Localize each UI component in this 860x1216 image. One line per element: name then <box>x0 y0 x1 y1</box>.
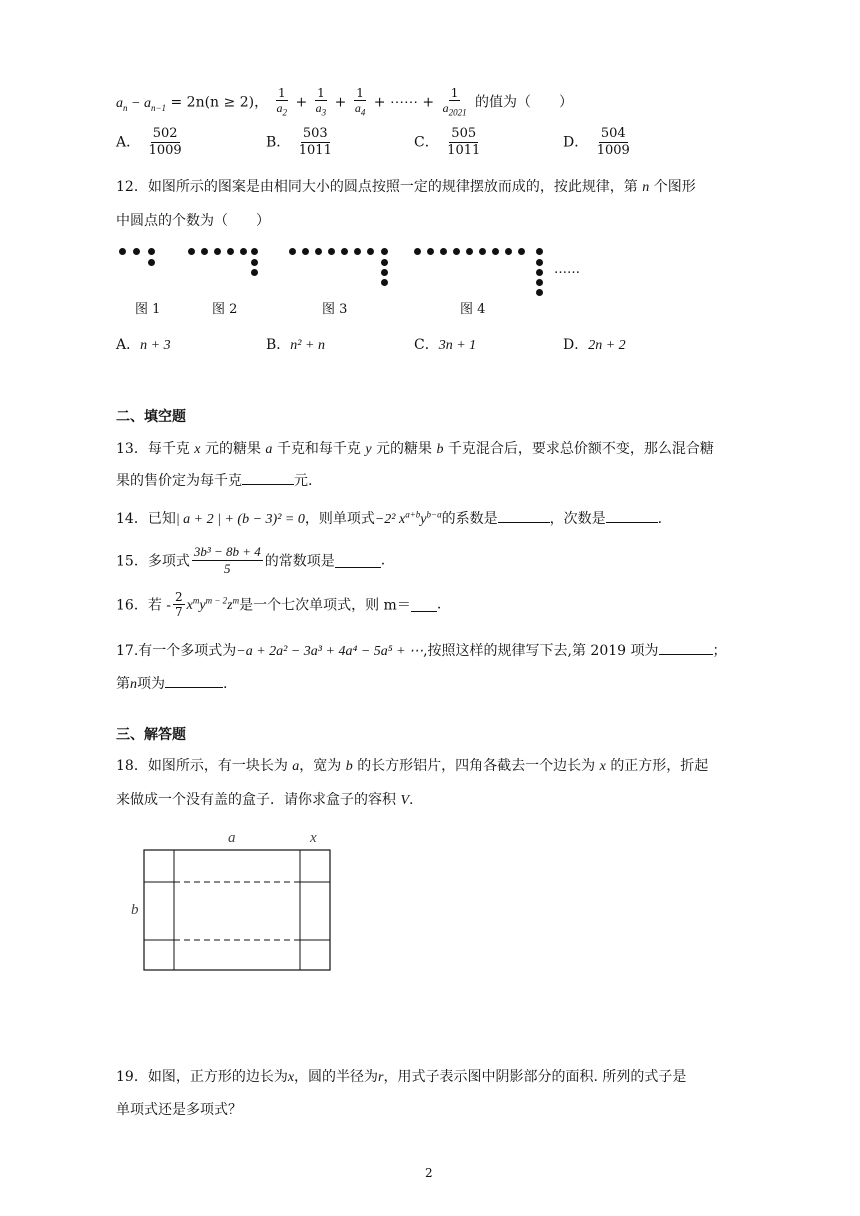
q13-line1: 13．每千克 x 元的糖果 a 千克和每千克 y 元的糖果 b 千克混合后，要求总价额不变，那么混合糖 <box>116 441 714 457</box>
q12-option-b[interactable]: B．n² + n <box>266 337 325 353</box>
q12-fig2-label: 图 2 <box>212 302 238 317</box>
q12-fig3-label: 图 3 <box>322 302 348 317</box>
q12-fig1-label: 图 1 <box>135 302 161 317</box>
section-solve-heading: 三、解答题 <box>116 727 186 743</box>
q12-option-d[interactable]: D．2n + 2 <box>563 337 626 353</box>
q12-fig4-label: 图 4 <box>460 302 486 317</box>
q13-line2: 果的售价定为每千克 元. <box>116 470 312 490</box>
q12-line2: 中圆点的个数为（ ） <box>116 213 270 229</box>
q18-line2: 来做成一个没有盖的盒子．请你求盒子的容积 V. <box>116 792 414 808</box>
q18-box-figure <box>126 828 346 978</box>
q11-option-c[interactable]: C． $\frac{505}{1011}$ <box>414 126 481 158</box>
q12-option-c[interactable]: C．3n + 1 <box>414 337 477 353</box>
q12-ellipsis: …… <box>554 262 580 277</box>
q12-option-a[interactable]: A．n + 3 <box>116 337 171 353</box>
q18-fig-label-b: b <box>131 902 139 918</box>
q11-option-d[interactable]: D． $\frac{504}{1009}$ <box>563 126 630 158</box>
q11-condition-line: $a_n - a_{n-1} = 2n(n \ge 2)$， $\frac{1}{a_2}$ + $\frac{1}{a_3}$ + $\frac{1}{a_4}$ + ⋯⋯ + $\frac{1}{a_{2021}}$ 的值为（ ） <box>116 86 574 118</box>
q13-answer-blank[interactable] <box>242 470 294 485</box>
q17-term-2019-blank[interactable] <box>659 640 713 655</box>
page-number: 2 <box>425 1166 433 1180</box>
q15-line: 15．多项式 $\frac{\text{3b³ − 8b + 4}}{5}$ 的常数项是 . <box>116 544 386 576</box>
q19-line2: 单项式还是多项式？ <box>116 1102 242 1118</box>
q15-answer-blank[interactable] <box>335 553 381 568</box>
q17-term-n-blank[interactable] <box>165 673 223 688</box>
q18-fig-label-a: a <box>228 830 236 846</box>
q19-line1: 19．如图，正方形的边长为x，圆的半径为r，用式子表示图中阴影部分的面积. 所列的式子是 <box>116 1069 687 1085</box>
q14-degree-blank[interactable] <box>606 508 658 523</box>
q18-fig-label-x: x <box>310 830 317 846</box>
q17-line1: 17.有一个多项式为−a + 2a² − 3a³ + 4a⁴ − 5a⁵ + ⋯,按照这样的规律写下去,第 2019 项为 ； <box>116 640 727 660</box>
q14-coefficient-blank[interactable] <box>498 508 550 523</box>
q16-answer-blank[interactable] <box>411 597 437 612</box>
q17-line2: 第n项为 . <box>116 673 227 693</box>
q16-line: 16．若 - $\frac{2}{7}$ $x^my^{m - 2}z^m$是一个七次单项式，则 m＝ . <box>116 590 442 619</box>
section-fill-in-heading: 二、填空题 <box>116 409 186 425</box>
q11-option-a[interactable]: A． $\frac{502}{1009}$ <box>116 126 182 158</box>
q12-line1: 12．如图所示的图案是由相同大小的圆点按照一定的规律摆放而成的，按此规律，第 n 个图形 <box>116 179 696 195</box>
q18-line1: 18．如图所示，有一块长为 a，宽为 b 的长方形铝片，四角各截去一个边长为 x 的正方形，折起 <box>116 758 709 774</box>
q11-option-b[interactable]: B． $\frac{503}{1011}$ <box>266 126 332 158</box>
q14-line: 14．已知| a + 2 | + (b − 3)² = 0，则单项式−2² $x^{a+b}y^{b-a}$的系数是 ，次数是 . <box>116 509 663 527</box>
